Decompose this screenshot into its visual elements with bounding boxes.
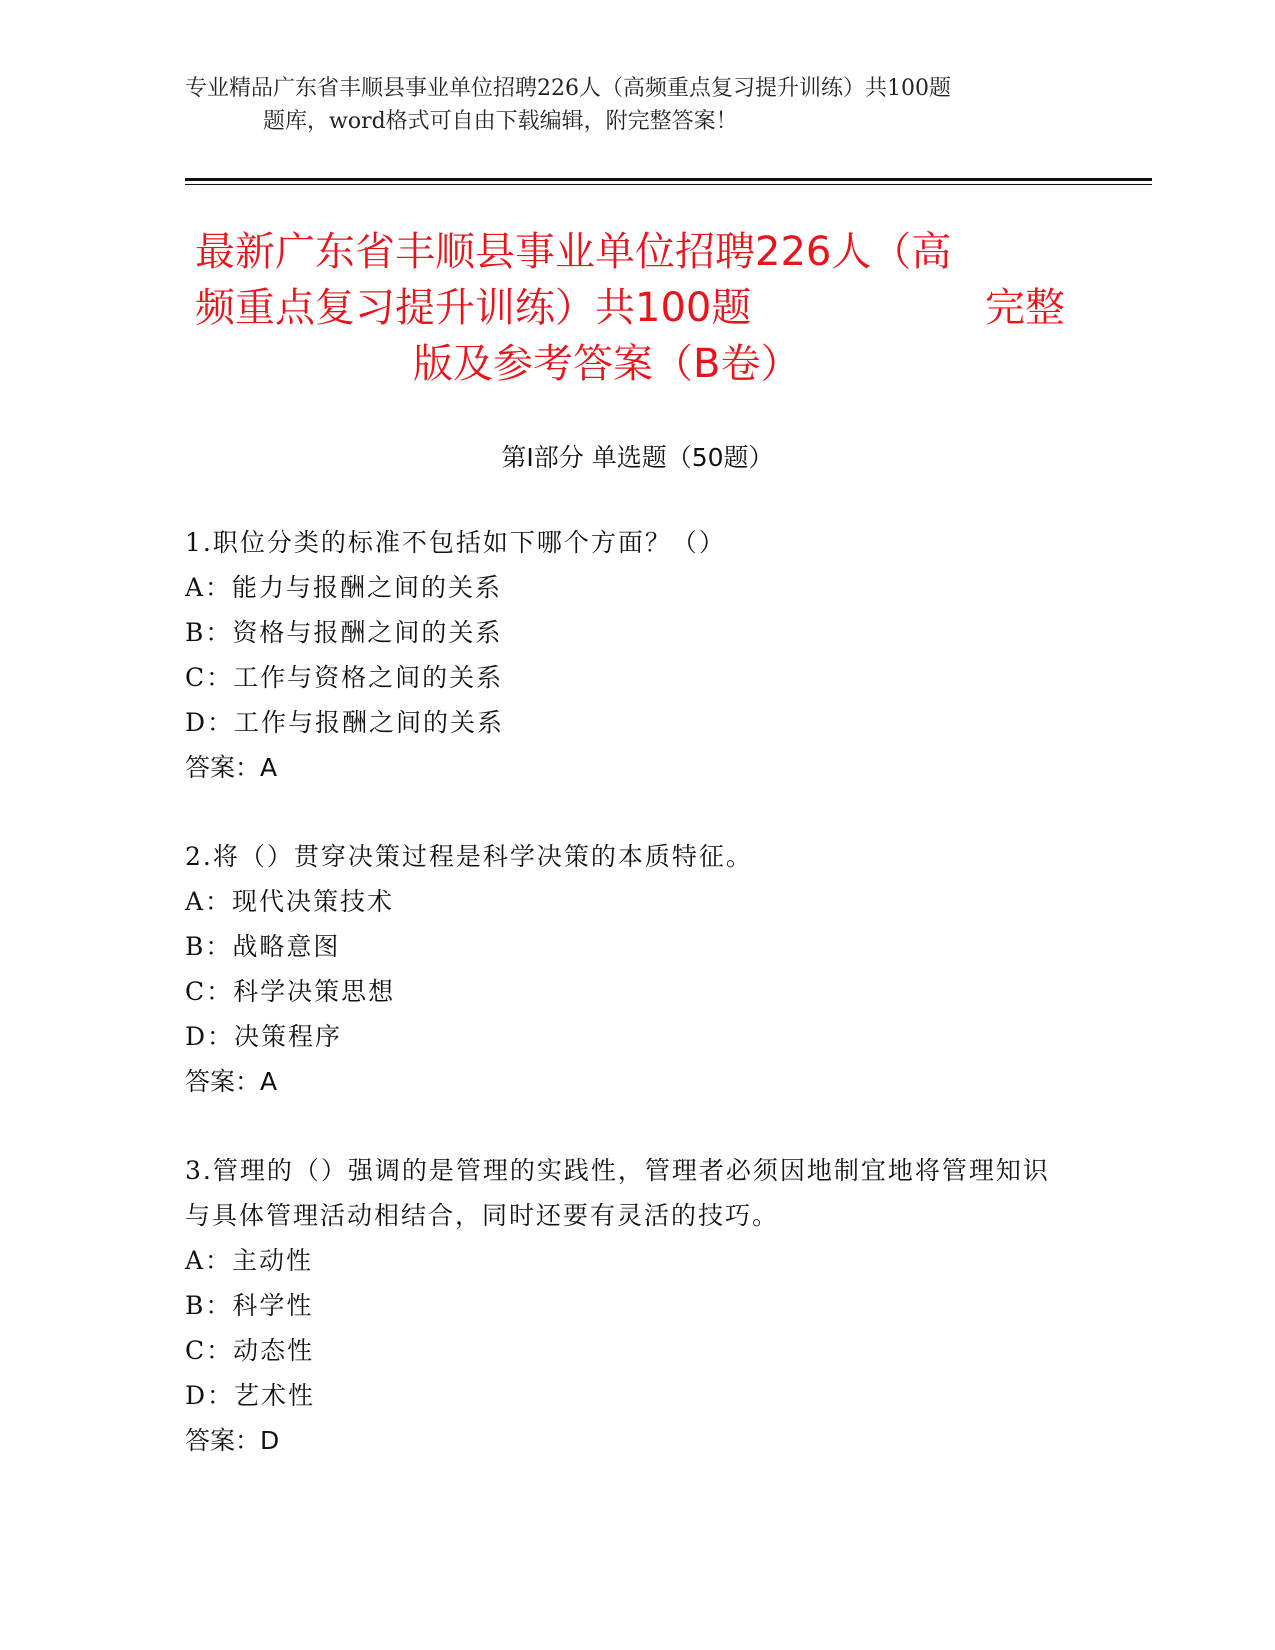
question-stem: 2.将（）贯穿决策过程是科学决策的本质特征。 bbox=[185, 842, 753, 871]
question-stem: 3.管理的（）强调的是管理的实践性，管理者必须因地制宜地将管理知识与具体管理活动相结合，同时还要有灵活的技巧。 bbox=[185, 1156, 1050, 1230]
option-a: A：现代决策技术 bbox=[185, 887, 395, 916]
answer: 答案：D bbox=[185, 1426, 280, 1455]
header-line-2: 题库，word格式可自由下载编辑，附完整答案！ bbox=[263, 109, 738, 134]
answer: 答案：A bbox=[185, 1067, 278, 1096]
header-divider-thick bbox=[185, 178, 1152, 181]
main-title-line-2-left: 频重点复习提升训练）共100题 bbox=[195, 285, 752, 331]
question-1 bbox=[185, 520, 1065, 790]
main-title bbox=[195, 224, 1075, 392]
header-divider-thin bbox=[185, 184, 1152, 185]
answer: 答案：A bbox=[185, 753, 278, 782]
option-d: D：工作与报酬之间的关系 bbox=[185, 708, 505, 737]
option-b: B：战略意图 bbox=[185, 932, 341, 961]
option-c: C：动态性 bbox=[185, 1336, 315, 1365]
question-stem: 1.职位分类的标准不包括如下哪个方面？（） bbox=[185, 528, 726, 557]
main-title-line-3: 版及参考答案（B卷） bbox=[413, 341, 801, 387]
option-d: D：艺术性 bbox=[185, 1381, 316, 1410]
section-title: 第Ⅰ部分 单选题（50题） bbox=[501, 443, 774, 472]
question-3 bbox=[185, 1148, 1065, 1463]
option-b: B：科学性 bbox=[185, 1291, 314, 1320]
main-title-line-1: 最新广东省丰顺县事业单位招聘226人（高 bbox=[195, 229, 952, 275]
header-line-1: 专业精品广东省丰顺县事业单位招聘226人（高频重点复习提升训练）共100题 bbox=[185, 76, 951, 101]
question-list bbox=[185, 520, 1065, 1507]
option-c: C：科学决策思想 bbox=[185, 977, 396, 1006]
question-2 bbox=[185, 834, 1065, 1104]
document-header bbox=[185, 72, 1065, 138]
main-title-line-2 bbox=[195, 280, 1065, 336]
option-a: A：能力与报酬之间的关系 bbox=[185, 573, 503, 602]
option-a: A：主动性 bbox=[185, 1246, 314, 1275]
option-b: B：资格与报酬之间的关系 bbox=[185, 618, 503, 647]
option-c: C：工作与资格之间的关系 bbox=[185, 663, 504, 692]
option-d: D：决策程序 bbox=[185, 1022, 343, 1051]
main-title-line-2-right: 完整 bbox=[985, 285, 1065, 331]
